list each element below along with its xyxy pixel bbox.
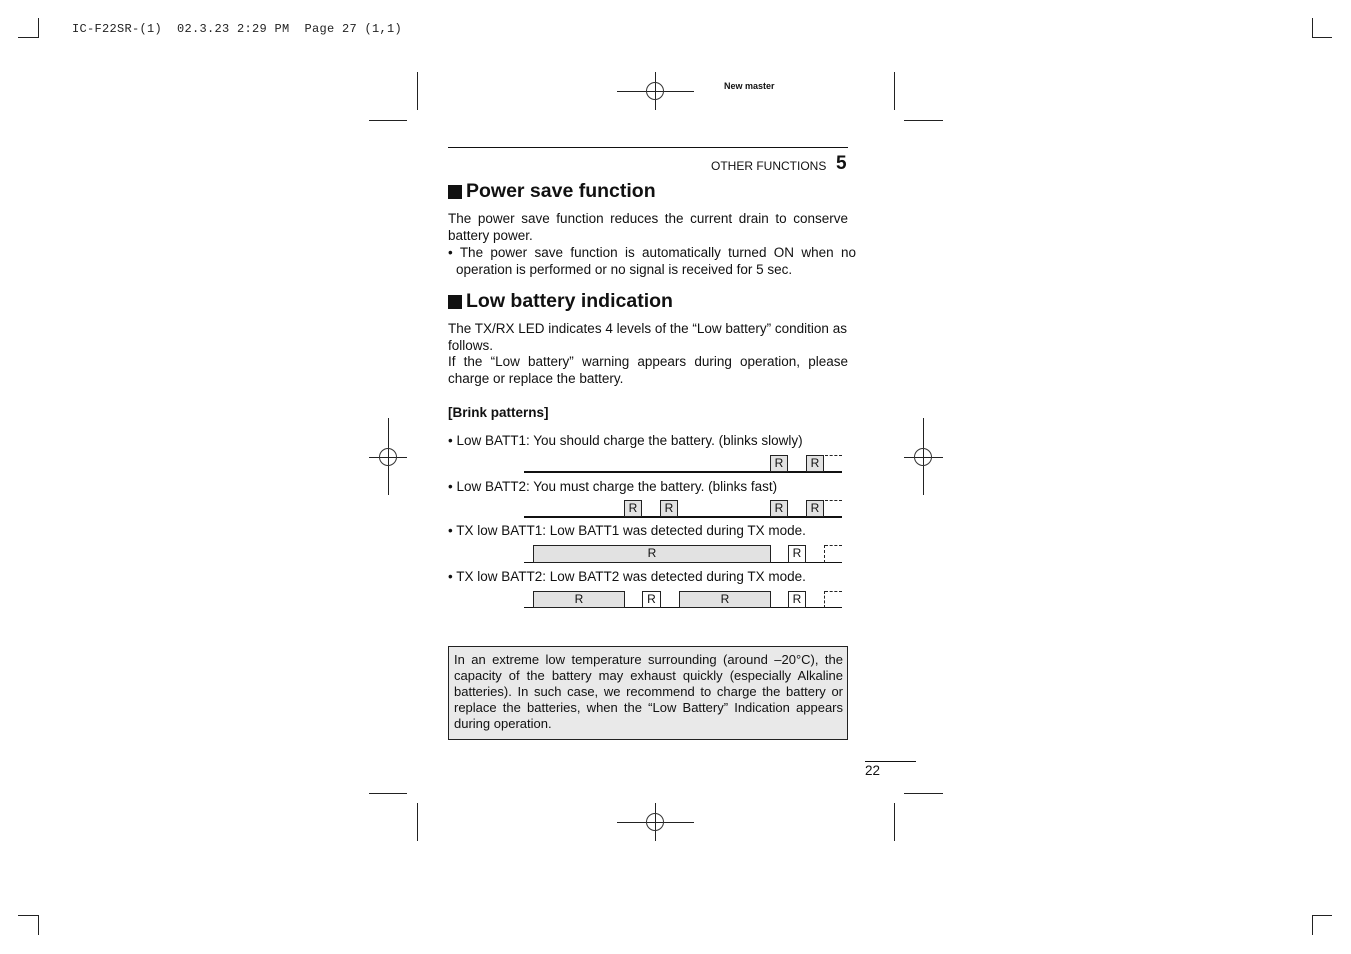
led-blink: R [770, 500, 788, 517]
chapter-number: 5 [836, 153, 847, 174]
pattern-2-text: • Low BATT2: You must charge the battery. (blinks fast) [448, 479, 778, 494]
header-rule [448, 147, 848, 148]
print-header: IC-F22SR-(1) 02.3.23 2:29 PM Page 27 (1,1) [72, 22, 403, 36]
led-on-tx: R [679, 591, 771, 608]
page-number-rule [865, 761, 916, 762]
led-on-tx: R [533, 545, 771, 563]
low-battery-heading [448, 290, 673, 313]
low-battery-body-2: If the “Low battery” warning appears during operation, please charge or replace the battery. [448, 354, 848, 386]
low-battery-body-1: The TX/RX LED indicates 4 levels of the “Low battery” condition as follows. [448, 321, 847, 353]
led-blink: R [770, 455, 788, 472]
brink-patterns-title: [Brink patterns] [448, 405, 549, 420]
pattern-3-text: • TX low BATT1: Low BATT1 was detected during TX mode. [448, 523, 806, 538]
section-label: OTHER FUNCTIONS [711, 159, 827, 173]
led-blink: R [806, 455, 824, 472]
proof-note: New master [724, 81, 775, 91]
led-on-tx: R [533, 591, 625, 608]
led-blink: R [788, 545, 806, 563]
power-save-body: The power save function reduces the current drain to conserve battery power. [448, 211, 848, 243]
power-save-heading [448, 180, 656, 203]
pattern-4-text: • TX low BATT2: Low BATT2 was detected during TX mode. [448, 569, 806, 584]
led-blink: R [642, 591, 661, 608]
page-number: 22 [865, 763, 881, 778]
square-bullet-icon [448, 295, 462, 309]
power-save-title: Power save function [466, 180, 656, 202]
led-blink: R [806, 500, 824, 517]
square-bullet-icon [448, 185, 462, 199]
led-blink: R [624, 500, 642, 517]
power-save-bullet: • The power save function is automatically turned ON when no operation is performed or no signal is received for 5 sec. [448, 245, 856, 277]
led-blink: R [788, 591, 806, 608]
led-blink: R [660, 500, 678, 517]
pattern-1-text: • Low BATT1: You should charge the battery. (blinks slowly) [448, 433, 803, 448]
low-battery-title: Low battery indication [466, 290, 673, 312]
note-box: In an extreme low temperature surrounding (around –20°C), the capacity of the battery may exhaust quickly (especially Alkaline batteries). In such case, we recommend to charge the battery or replace the batteries, when the “Low Battery” Indication appears during operation. [448, 646, 848, 740]
